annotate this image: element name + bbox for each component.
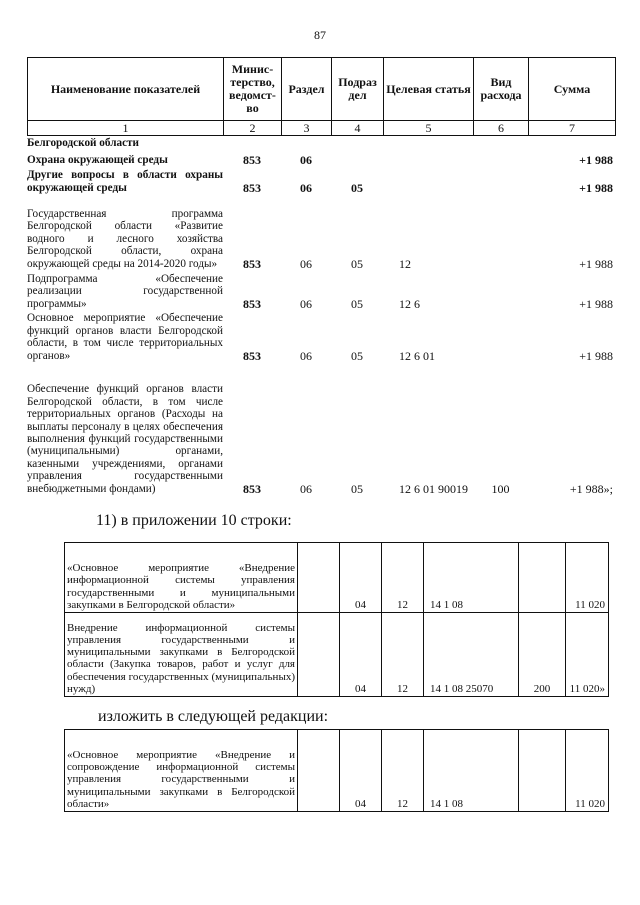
row-target: 14 1 08	[424, 543, 519, 613]
row-target: 12 6 01	[399, 348, 435, 363]
table-row	[27, 166, 615, 194]
row-sum: +1 988	[579, 256, 613, 271]
row-target: 14 1 08	[424, 730, 519, 812]
main-table-body	[27, 136, 615, 495]
row-sum: +1 988	[579, 152, 613, 167]
row-subsection: 05	[351, 348, 363, 363]
row-name: Белгородской области	[27, 136, 139, 149]
row-subsection: 05	[351, 180, 363, 195]
row-target: 14 1 08 25070	[424, 613, 519, 697]
row-name: Охрана окружающей среды	[27, 153, 168, 166]
row-sum: 11 020	[566, 730, 609, 812]
row-section: 06	[300, 296, 312, 311]
row-section: 06	[300, 256, 312, 271]
row-expense	[519, 730, 566, 812]
row-target: 12 6 01 90019	[399, 481, 468, 496]
row-sum: +1 988	[579, 180, 613, 195]
main-table-header	[27, 57, 616, 136]
instruction-text: изложить в следующей редакции:	[98, 708, 329, 725]
row-expense: 200	[519, 613, 566, 697]
row-section: 04	[340, 613, 382, 697]
row-sum: +1 988	[579, 348, 613, 363]
row-section: 04	[340, 543, 382, 613]
row-subsection: 05	[351, 481, 363, 496]
row-ministry: 853	[243, 481, 261, 496]
row-section: 04	[340, 730, 382, 812]
header-target-article: Целевая статья	[384, 58, 474, 121]
table-row	[27, 310, 615, 362]
column-number: 1	[28, 121, 224, 136]
column-number: 6	[474, 121, 529, 136]
row-section: 06	[300, 180, 312, 195]
column-number: 5	[384, 121, 474, 136]
row-section: 06	[300, 348, 312, 363]
row-name: Другие вопросы в области охраны окружающей среды	[27, 169, 223, 194]
header-section: Раздел	[282, 58, 332, 121]
row-name: Подпрограмма «Обеспечение реализации государственной программы»	[27, 272, 223, 310]
table-row	[27, 136, 615, 149]
row-section: 06	[300, 481, 312, 496]
row-ministry: 853	[243, 256, 261, 271]
table-row	[27, 362, 615, 495]
table-row	[27, 149, 615, 166]
column-number: 4	[332, 121, 384, 136]
row-col2	[298, 543, 340, 613]
row-expense: 100	[491, 481, 510, 496]
row-sum: 11 020»	[566, 613, 609, 697]
row-sum: +1 988	[579, 296, 613, 311]
table-row	[27, 270, 615, 310]
header-subsection: Подраз дел	[332, 58, 384, 121]
page-number: 87	[314, 28, 326, 42]
row-name: Государственная программа Белгородской области «Развитие водного и лесного хозяйства Белгородской области, охрана окружающей среды на 2014-2020 годы»	[27, 207, 223, 270]
row-ministry: 853	[243, 180, 261, 195]
header-expense-type: Вид расхода	[474, 58, 529, 121]
instruction-text: 11) в приложении 10 строки:	[96, 512, 292, 529]
new-rows-table	[64, 729, 609, 812]
header-ministry: Минис-терство, ведомст-во	[224, 58, 282, 121]
row-name: «Основное мероприятие «Внедрение информационной системы управления государственными и муниципальными закупками в Белгородской области»	[65, 543, 298, 613]
row-subsection: 05	[351, 296, 363, 311]
row-ministry: 853	[243, 348, 261, 363]
header-indicator-name: Наименование показателей	[28, 58, 224, 121]
table-row	[27, 194, 615, 270]
row-subsection: 12	[382, 543, 424, 613]
table-row	[65, 613, 609, 697]
row-name: «Основное мероприятие «Внедрение и сопровождение информационной системы управления государственными и муниципальными закупками в Белгородской области»	[65, 730, 298, 812]
column-number: 3	[282, 121, 332, 136]
row-sum: 11 020	[566, 543, 609, 613]
row-target: 12	[399, 256, 411, 271]
column-number: 7	[529, 121, 616, 136]
row-col2	[298, 730, 340, 812]
table-row	[65, 730, 609, 812]
old-rows-table	[64, 542, 609, 697]
row-expense	[519, 543, 566, 613]
row-name: Обеспечение функций органов власти Белгородской области, в том числе территориальных органов (Расходы на выплаты персоналу в целях обеспечения выполнения функций государственными (муниципальными) органами, казенными учреждениями, органами управления государственными внебюджетными фондами)	[27, 383, 223, 495]
row-name: Основное мероприятие «Обеспечение функций органов власти Белгородской области, в том числе территориальных органов»	[27, 312, 223, 362]
column-number: 2	[224, 121, 282, 136]
row-subsection: 12	[382, 613, 424, 697]
row-col2	[298, 613, 340, 697]
row-subsection: 12	[382, 730, 424, 812]
table-row	[65, 543, 609, 613]
row-target: 12 6	[399, 296, 420, 311]
row-subsection: 05	[351, 256, 363, 271]
header-sum: Сумма	[529, 58, 616, 121]
row-section: 06	[300, 152, 312, 167]
row-ministry: 853	[243, 152, 261, 167]
row-ministry: 853	[243, 296, 261, 311]
row-sum: +1 988»;	[569, 481, 613, 496]
row-name: Внедрение информационной системы управления государственными и муниципальными закупками в Белгородской области (Закупка товаров, работ и услуг для обеспечения государственных (муниципальных) нужд)	[65, 613, 298, 697]
